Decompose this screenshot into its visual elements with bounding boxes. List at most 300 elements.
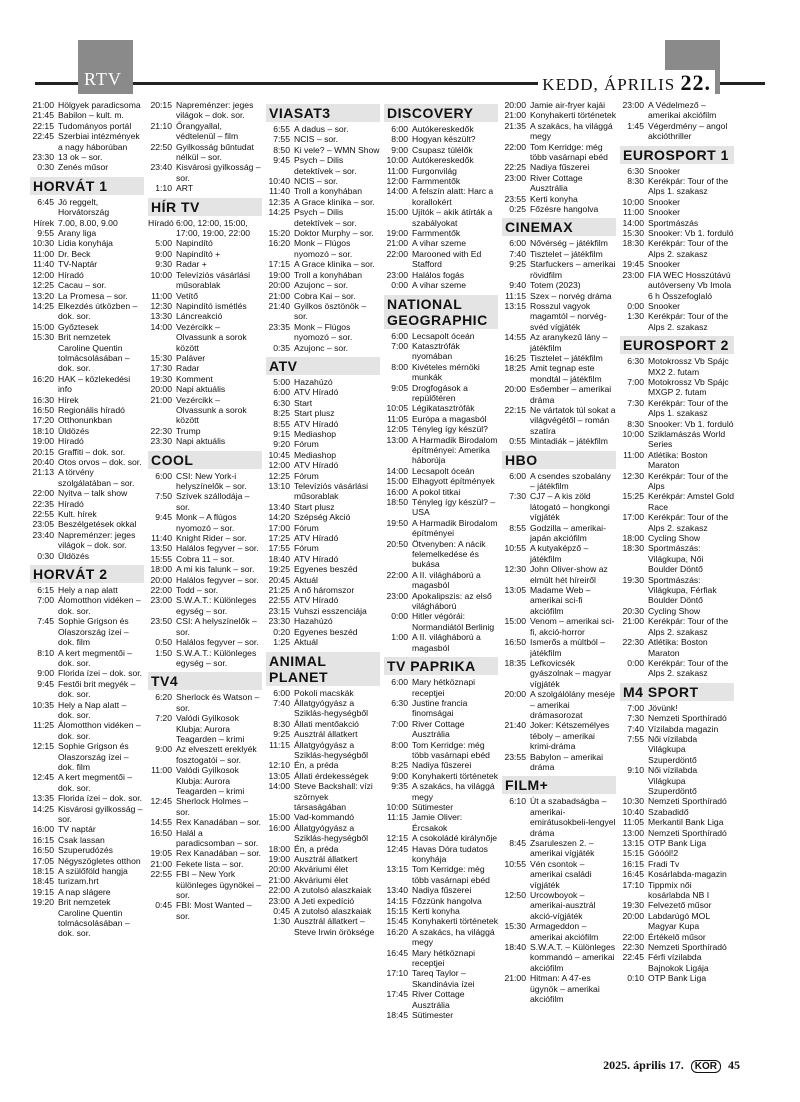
program-entry <box>502 238 616 248</box>
program-entry <box>148 353 262 363</box>
program-title: Én, a préda <box>294 843 339 854</box>
program-time: 22:25 <box>504 162 526 173</box>
program-entry <box>620 471 734 492</box>
program-time: 15:00 <box>386 476 408 487</box>
program-title: Psych – Dilis detektívek – sor. <box>294 207 357 228</box>
program-entry <box>502 523 616 544</box>
program-entry <box>30 648 144 669</box>
program-title: A zutolsó alaszkaiak <box>294 885 372 896</box>
program-entry <box>30 585 144 595</box>
schedule-column <box>502 100 616 1052</box>
program-entry <box>620 491 734 512</box>
program-title: Mediashop <box>294 449 337 460</box>
program-time: 8:45 <box>509 838 526 848</box>
program-entry <box>384 844 498 865</box>
channel-heading: HBO <box>502 451 616 469</box>
program-title: Fórum <box>294 522 319 533</box>
program-time: 21:45 <box>32 110 54 121</box>
program-time: 10:05 <box>386 403 408 414</box>
program-entry <box>266 291 380 301</box>
program-entry <box>384 145 498 155</box>
program-title: Autókereskedők <box>412 124 474 134</box>
program-title: Az aranykezű lány – játékfilm <box>530 332 608 353</box>
program-title: Dr. Beck <box>58 248 91 259</box>
program-time: 23:00 <box>622 100 644 110</box>
program-time: 1:00 <box>391 632 408 643</box>
program-entry <box>148 713 262 744</box>
program-title: Start plusz <box>294 501 335 512</box>
program-time: 22:00 <box>268 885 290 896</box>
program-time: 6:00 <box>155 470 172 481</box>
program-title: Kisvárosi gyilkosság – sor. <box>176 162 261 183</box>
program-time: 0:35 <box>273 342 290 353</box>
program-time: 7:00 <box>37 595 54 606</box>
program-entry <box>502 353 616 363</box>
program-time: 16:20 <box>32 373 54 384</box>
program-time: 19:50 <box>386 517 408 528</box>
program-time: 16:15 <box>32 834 54 845</box>
program-entry <box>384 833 498 843</box>
program-entry <box>502 890 616 921</box>
program-entry <box>384 632 498 653</box>
program-entry <box>148 436 262 446</box>
program-time: 13:15 <box>386 864 408 875</box>
program-title: Napreménzer: jeges világok – dok. sor. <box>58 529 136 551</box>
program-entry <box>148 491 262 512</box>
program-time: 17:30 <box>150 363 172 374</box>
program-title: A kert megmentői – dok. sor. <box>58 647 133 668</box>
program-title: Pokoli macskák <box>294 687 354 698</box>
program-time: 19:00 <box>268 854 290 864</box>
program-time: 7:00 <box>627 702 644 713</box>
program-title: Hitler végórái: Normandiától Berlinig <box>412 611 495 632</box>
program-time: 15:15 <box>622 848 644 859</box>
program-entry <box>384 570 498 591</box>
program-time: 9:05 <box>391 382 408 393</box>
program-title: Regionális híradó <box>58 404 125 415</box>
program-entry <box>502 301 616 332</box>
program-title: Snooker: Vb 1. forduló <box>648 228 734 239</box>
program-entry <box>266 740 380 761</box>
program-entry <box>384 611 498 632</box>
program-entry <box>620 259 734 269</box>
program-time: 12:30 <box>150 300 172 311</box>
program-time: 7:50 <box>155 491 172 502</box>
program-entry <box>620 880 734 901</box>
program-title: Hölgyek paradicsoma <box>58 100 141 110</box>
program-time: 13:40 <box>386 885 408 896</box>
program-entry <box>502 973 616 1004</box>
program-title: Ötvenyben: A nácik felemelkedése és bukása <box>412 538 486 570</box>
program-entry <box>30 887 144 897</box>
program-entry <box>30 824 144 834</box>
program-entry <box>384 280 498 290</box>
program-title: Mintadiák – játékfilm <box>530 436 608 447</box>
program-time: 20:15 <box>32 446 54 457</box>
program-title: CSI: New York-i helyszínelők – sor. <box>176 470 247 491</box>
program-title: Lecsapolt óceán <box>412 465 475 476</box>
program-time: 11:00 <box>151 765 172 776</box>
program-entry <box>30 280 144 290</box>
program-title: CSI: A helyszínelők – sor. <box>176 616 257 637</box>
program-title: Armageddon – amerikai akciófilm <box>530 921 599 942</box>
program-time: 18:00 <box>622 533 644 544</box>
program-title: Szabadidő <box>648 806 689 817</box>
program-title: 13 ok – sor. <box>58 152 103 163</box>
program-title: Arany liga <box>58 228 97 239</box>
program-entry <box>30 866 144 876</box>
program-entry <box>30 291 144 301</box>
program-time: 7:00 <box>391 718 408 729</box>
program-time: 12:00 <box>268 460 290 471</box>
channel-heading: ANIMAL PLANET <box>266 652 380 686</box>
program-entry <box>620 311 734 332</box>
date-day: 22. <box>680 70 711 95</box>
program-entry <box>384 176 498 186</box>
program-title: Nemzeti Sporthíradó <box>648 796 727 807</box>
program-title: Kerékpár: Tour of the Alps 1. szakasz <box>648 397 729 419</box>
program-title: Tényleg így készül? – USA <box>412 497 496 518</box>
program-title: Női vízilabda Világkupa Szuperdöntő <box>648 733 698 765</box>
program-entry <box>384 124 498 134</box>
program-time: 18:35 <box>504 657 526 668</box>
program-entry <box>384 518 498 539</box>
program-time: 17:10 <box>622 879 644 890</box>
program-title: Üldözés <box>58 550 90 561</box>
program-entry <box>384 885 498 895</box>
program-title: Esőember – amerikai dráma <box>530 384 612 405</box>
program-time: 6:45 <box>37 196 54 207</box>
program-time: 14:00 <box>622 217 644 228</box>
program-entry <box>502 291 616 301</box>
program-entry <box>148 249 262 259</box>
program-time: 23:55 <box>504 193 526 204</box>
program-time: 21:10 <box>150 120 172 131</box>
program-entry <box>148 426 262 436</box>
program-time: 23:15 <box>268 605 290 616</box>
program-entry <box>620 606 734 616</box>
program-time: 12:25 <box>268 470 290 481</box>
program-entry <box>266 238 380 259</box>
program-title: Kerékpár: Tour of the Alps 2. szakasz <box>648 616 729 637</box>
program-entry <box>30 488 144 498</box>
program-entry <box>384 989 498 1010</box>
program-entry <box>266 259 380 269</box>
program-entry <box>620 575 734 606</box>
program-title: Marooned with Ed Stafford <box>412 248 482 270</box>
program-time: 18:10 <box>32 425 54 436</box>
program-entry <box>30 616 144 647</box>
program-title: Halálos fogás <box>412 269 465 280</box>
program-time: 9:45 <box>273 155 290 166</box>
program-title: Monk – A flúgos nyomozó – sor. <box>176 512 237 533</box>
program-entry <box>266 875 380 885</box>
program-title: Merkantil Bank Liga <box>648 817 724 828</box>
program-time: 7:30 <box>627 713 644 724</box>
program-title: Konyhakerti történetek <box>412 916 498 927</box>
program-time: 17:00 <box>268 522 290 533</box>
program-time: 6:00 <box>391 677 408 688</box>
program-entry <box>620 197 734 207</box>
program-title: Négyszögletes otthon <box>58 855 141 866</box>
program-time: 13:05 <box>504 585 526 596</box>
channel-heading: VIASAT3 <box>266 104 380 122</box>
program-entry <box>266 781 380 812</box>
program-time: 21:00 <box>150 858 172 869</box>
program-time: 10:30 <box>622 796 644 807</box>
program-time: 15:30 <box>504 921 526 932</box>
program-time: 6:00 <box>509 470 526 481</box>
program-entry <box>30 897 144 939</box>
program-entry <box>620 869 734 879</box>
program-entry <box>384 207 498 228</box>
program-title: Nemzeti Sporthíradó <box>648 827 727 838</box>
program-time: 22:30 <box>622 942 644 953</box>
program-entry <box>266 585 380 595</box>
page-number: 45 <box>728 1058 740 1072</box>
program-entry <box>266 543 380 553</box>
program-time: 17:25 <box>268 533 290 544</box>
program-entry <box>148 595 262 616</box>
program-title: Kerti konyha <box>412 906 460 917</box>
program-title: Szex – norvég dráma <box>530 290 612 301</box>
program-title: Trump <box>176 425 201 436</box>
program-title: Autókereskedők <box>412 155 474 166</box>
program-time: 23:40 <box>150 162 172 173</box>
program-title: Tippmix női kosárlabda NB I <box>648 879 710 901</box>
program-entry <box>266 124 380 134</box>
program-entry <box>266 471 380 481</box>
program-entry <box>266 864 380 874</box>
program-time: 7:40 <box>509 248 526 259</box>
program-time: 22:00 <box>150 585 172 596</box>
program-entry <box>384 249 498 270</box>
program-time: 11:15 <box>269 739 290 750</box>
program-time: 20:40 <box>32 457 54 467</box>
program-time: 19:30 <box>622 900 644 911</box>
program-entry <box>30 876 144 886</box>
program-entry <box>384 948 498 969</box>
program-time: 12:15 <box>386 833 408 844</box>
program-time: 8:00 <box>391 361 408 372</box>
program-time: 13:20 <box>32 290 54 301</box>
program-time: 9:00 <box>155 744 172 755</box>
program-title: Farmmentők <box>412 228 461 239</box>
program-entry <box>30 415 144 425</box>
program-entry <box>148 744 262 765</box>
program-title: Híradó <box>58 498 84 509</box>
program-time: 20:00 <box>504 100 526 110</box>
program-title: Elkezdés útközben – dok. sor. <box>58 300 138 322</box>
program-time: 10:30 <box>32 238 54 249</box>
program-title: Atlétika: Boston Maraton <box>648 637 708 658</box>
program-entry <box>384 906 498 916</box>
program-time: 8:55 <box>273 418 290 429</box>
program-title: Híradó <box>58 436 84 447</box>
program-time: 12:00 <box>386 176 408 187</box>
program-entry <box>266 387 380 397</box>
program-time: 9:00 <box>391 770 408 781</box>
program-entry <box>620 218 734 228</box>
program-title: Kerékpár: Tour of the Alps 1. szakasz <box>648 176 729 197</box>
program-entry <box>30 530 144 551</box>
program-title: Hírek <box>58 394 79 405</box>
program-time: 23:55 <box>504 751 526 762</box>
program-title: Labdarúgó MOL Magyar Kupa <box>648 910 710 932</box>
program-time: 23:00 <box>150 595 172 606</box>
program-entry <box>502 720 616 751</box>
program-entry <box>502 280 616 290</box>
program-entry <box>620 398 734 419</box>
program-title: Snooker <box>648 259 681 270</box>
program-entry <box>266 698 380 719</box>
program-title: Fekete lista – sor. <box>176 858 244 869</box>
program-entry <box>30 845 144 855</box>
program-title: TV naptár <box>58 824 96 835</box>
program-title: Troll a konyhában <box>294 186 362 197</box>
program-title: Zsaruleszen 2. – amerikai vígjáték <box>530 838 595 859</box>
program-time: 23:00 <box>386 590 408 601</box>
program-title: Álomotthon vidéken – dok. sor. <box>58 720 141 741</box>
program-title: Felvezető műsor <box>648 900 712 911</box>
program-entry <box>266 429 380 439</box>
program-title: Sophie Grigson és Olaszország ízei – dok. film <box>58 741 129 772</box>
program-title: Paláver <box>176 352 206 363</box>
schedule-column <box>30 100 144 1052</box>
program-time: 19:30 <box>622 574 644 585</box>
program-title: Hazahúzó <box>294 376 333 387</box>
program-entry <box>384 414 498 424</box>
program-title: Ujítók – akik átírták a szabályokat <box>412 207 493 228</box>
program-entry <box>384 424 498 434</box>
program-entry <box>620 932 734 942</box>
program-entry <box>266 719 380 729</box>
program-time: 23:30 <box>150 436 172 447</box>
program-time: 21:13 <box>32 467 54 478</box>
program-time: 9:25 <box>509 259 526 270</box>
program-title: A vihar szeme <box>412 238 466 249</box>
program-title: Mary hétköznapi receptjei <box>412 947 476 969</box>
program-title: Ismerős a múltból – játékfilm <box>530 637 605 658</box>
program-time: 10:00 <box>622 428 644 439</box>
program-time: 16:30 <box>32 394 54 405</box>
program-time: 14:00 <box>386 465 408 476</box>
program-entry <box>620 450 734 471</box>
program-time: 14:20 <box>268 512 290 523</box>
program-title: Üldözés <box>58 425 90 436</box>
program-entry <box>148 374 262 384</box>
program-time: 23:50 <box>150 616 172 627</box>
program-time: 12:35 <box>268 196 290 207</box>
program-title: Atlétika: Boston Maraton <box>648 449 708 471</box>
program-entry <box>384 781 498 802</box>
program-time: 0:00 <box>391 280 408 291</box>
program-entry <box>30 436 144 446</box>
program-title: Jamie Oliver: Ércsakok <box>412 812 463 833</box>
program-entry <box>384 1010 498 1020</box>
program-time: 0:00 <box>627 657 644 668</box>
program-time: 22:55 <box>268 595 290 606</box>
program-entry <box>30 741 144 772</box>
program-entry <box>148 765 262 796</box>
program-time: 22:30 <box>622 637 644 648</box>
program-time: 15:15 <box>386 906 408 917</box>
program-entry <box>620 807 734 817</box>
program-entry <box>266 627 380 637</box>
program-entry <box>620 713 734 723</box>
program-time: 9:10 <box>627 765 644 776</box>
program-time: 23:30 <box>32 152 54 163</box>
program-time: 6:20 <box>155 692 172 703</box>
program-time: 11:00 <box>151 290 172 301</box>
program-entry <box>620 859 734 869</box>
program-title: Tom Kerridge: még több vasárnapi ebéd <box>412 864 490 885</box>
program-entry <box>30 804 144 825</box>
program-title: Sportmászás: Világkupa, Férfiak Boulder Döntő <box>648 574 717 606</box>
program-entry <box>148 796 262 817</box>
channel-heading: HORVÁT 1 <box>30 177 144 195</box>
program-time: 7:20 <box>155 713 172 724</box>
program-entry <box>30 322 144 332</box>
program-time: 6:00 <box>273 387 290 398</box>
program-title: Kult. hírek <box>58 509 97 520</box>
program-title: ART <box>176 183 194 194</box>
program-title: Tudományos portál <box>58 120 132 131</box>
program-entry <box>30 720 144 741</box>
program-entry <box>266 595 380 605</box>
program-entry <box>266 564 380 574</box>
program-title: Justine francia finomságai <box>412 697 468 719</box>
program-entry <box>266 450 380 460</box>
program-time: 16:15 <box>622 858 644 869</box>
program-time: Hírek <box>33 217 54 228</box>
program-title: A szolgálólány meséje – amerikai drámasorozat <box>530 689 616 720</box>
program-title: Halálos fegyver – sor. <box>176 637 259 648</box>
program-time: 10:00 <box>386 801 408 812</box>
program-time: 18:50 <box>386 497 408 507</box>
program-entry <box>30 259 144 269</box>
program-title: River Cottage Ausztrália <box>530 172 583 194</box>
program-entry <box>384 403 498 413</box>
program-title: Napindító <box>176 238 213 249</box>
program-title: ATV Híradó <box>294 553 339 564</box>
program-entry <box>620 734 734 765</box>
program-entry <box>30 499 144 509</box>
program-time: 14:25 <box>32 300 54 311</box>
program-title: Vízilabda magazin <box>648 723 719 734</box>
program-entry <box>384 896 498 906</box>
program-entry <box>502 689 616 720</box>
program-title: Elhagyott építmények <box>412 476 495 487</box>
program-entry <box>502 194 616 204</box>
program-title: Motokrossz Vb Spájc MX2 2. futam <box>648 356 729 377</box>
program-title: Sütimester <box>412 1010 454 1021</box>
program-time: 12:45 <box>386 843 408 854</box>
program-time: 22:45 <box>622 952 644 963</box>
program-entry <box>266 554 380 564</box>
program-title: Ki vele? – WMN Show <box>294 144 380 155</box>
program-entry <box>620 765 734 796</box>
program-time: 15:30 <box>622 228 644 239</box>
program-entry <box>502 796 616 838</box>
program-time: Híradó <box>148 217 174 228</box>
program-entry <box>384 698 498 719</box>
program-entry <box>266 906 380 916</box>
program-time: 13:15 <box>622 838 644 848</box>
program-title: Tisztelet – játékfilm <box>530 248 603 259</box>
program-time: 13:35 <box>32 793 54 804</box>
program-time: 17:20 <box>32 415 54 426</box>
